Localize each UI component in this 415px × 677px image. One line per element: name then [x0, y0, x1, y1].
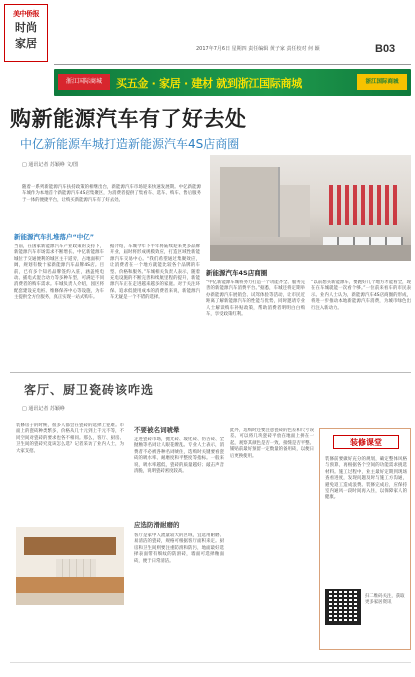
story2-byline: □ 通讯记者 苏颖峥	[22, 406, 65, 412]
page-number: B03	[375, 43, 396, 55]
issue-meta: 2017年7月6日 星期四 责任编辑 黄子家 责任校对 何 颖	[196, 46, 320, 52]
section-name-line2: 家居	[15, 37, 37, 50]
qr-note: 扫二维码关注，获取更多家居资讯	[365, 594, 405, 606]
story1-byline: □ 通讯记者 苏颖峥 文/图	[22, 162, 79, 168]
story1-column-3: “中亿新能源车城将努力打造一个功能齐全、服务完善的新能源汽车消费平台。”据悉，车城还将定期举办新能源汽车展销会、试驾体验等活动，让市民近距离了解新能源汽车的性能与优势，同时邀请专业人士解读购车补贴政策，帮助消费者明明白白购车，享受政策红利。	[206, 280, 305, 318]
story1-column-4: “以前想买新能源车，要跑好几个地方才能看全，现在在车城就能一次看个够。”一位前来看车的市民表示。业内人士认为，新能源汽车4S店商圈的形成，将进一步推动本地新能源汽车消费，为城市绿色出行注入新动力。	[311, 280, 411, 311]
story1-section-head: 新能源汽车扎堆落户“中亿”	[14, 233, 95, 241]
ad-banner[interactable]	[54, 69, 411, 96]
story1-subhead: 中亿新能源车城打造新能源汽车4S店商圈	[20, 137, 240, 151]
story2-section-head-2: 应选防滑耐磨的	[134, 521, 180, 529]
qr-code-icon[interactable]	[325, 589, 361, 625]
top-divider	[54, 64, 411, 65]
sidebar-title: 装修课堂	[333, 435, 399, 449]
story2-column-1: 装修房子的时候，很多人都会在瓷砖的选择上犯难。市面上的瓷砖种类繁多，价格从几十元到上千元不等，不同空间对瓷砖的要求也各不相同。那么，客厅、厨房、卫生间的瓷砖究竟该怎么选？记者采访了业内人士，为大家支招。	[16, 423, 124, 454]
photo-building	[220, 167, 280, 237]
photo-counter	[16, 577, 124, 593]
section-name-line1: 时尚	[15, 21, 37, 34]
photo-tiles	[56, 559, 96, 577]
story2-headline: 客厅、厨卫瓷砖该咋选	[24, 383, 155, 397]
section-divider	[10, 372, 411, 373]
photo-caption: 新能源汽车4S店商圈	[206, 269, 268, 277]
story1-column-2: 据介绍，车城今年下半年将陆续迎来更多品牌开业，届时将形成规模效应，打造区域性新能源汽车交易中心。“我们希望通过集聚效应，让消费者在一个地方就能比较各个品牌的车型、价格和服务。”车城相关负责人表示，随着充电设施的不断完善和续航里程的提升，新能源汽车正在走进越来越多的家庭。对于关注环保、追求低使用成本的消费者来说，新能源汽车无疑是一个不错的选择。	[110, 244, 200, 301]
story2-column-4: 此外，选购时还要注意瓷砖的色差和尺寸误差。可以将几块瓷砖平放在地面上拼在一起，观察其颜色是否一致、接缝是否平整。铺贴前最好预留一定数量的备用砖，以便日后更换使用。	[230, 428, 314, 459]
photo-cabinet	[24, 537, 116, 555]
story2-section-head-1: 不要被名词唬晕	[134, 426, 180, 434]
story2-column-2: 走进瓷砖市场，抛光砖、玻化砖、仿古砖、全抛釉等名词让人眼花缭乱。专业人士表示，消费者不必被各种名词唬住，选购时关键要看瓷砖的吸水率、耐磨度和平整度等指标。一般来说，吸水率越低，瓷砖的质量越好；敲击声音清脆，说明瓷砖密度较高。	[134, 437, 224, 475]
photo-floor	[16, 593, 124, 605]
dealership-photo	[210, 155, 411, 261]
story2-column-3: 客厅是家中人流量较大的区域，宜选用耐磨、易清洁的瓷砖，规格可根据客厅面积来定。厨房和卫生间则要注重防滑和防污，地面最好选择表面带有细纹的防滑砖，墙面可选择釉面砖，便于日常清洁。	[134, 533, 224, 564]
decoration-tips-box	[319, 428, 411, 650]
ad-brand-logo-right: 浙江国际商城	[357, 74, 407, 90]
sidebar-text: 装修前要做好充分的规划，确定整体风格与预算，再根据各个空间的功能需求挑选材料。施工过程中，业主最好定期到现场查看进度，发现问题及时与施工方沟通，避免返工造成浪费。装修完成后，应保持室内通风一段时间再入住，以保障家人的健康。	[325, 457, 407, 501]
story1-headline: 购新能源汽车有了好去处	[10, 107, 247, 131]
photo-ground	[210, 245, 411, 261]
story1-intro: 随着一系列新能源汽车扶持政策的相继出台，新能源汽车市场迎来快速发展期。中亿新能源车城作为本地首个新能源汽车4S店集聚区，为消费者提供了集看车、选车、购车、售后服务于一体的便捷平台，让购买新能源汽车有了好去处。	[22, 185, 201, 203]
kitchen-photo	[16, 527, 124, 605]
section-logo	[4, 4, 48, 62]
ad-slogan: 买五金 · 家居 · 建材 就到浙江国际商城	[116, 77, 302, 90]
paper-logo-text: 美中侨报	[13, 9, 39, 18]
bottom-divider	[10, 662, 411, 663]
ad-brand-logo-left: 浙江国际商城	[58, 74, 110, 90]
story1-column-1: 当前，在国家新能源汽车产业政策的支持下，新能源汽车市场需求不断增长。中亿新能源车城位于交通便利的城区主干道旁，占地面积广阔，规划有数十家新能源汽车品牌4S店。目前，已有多个知名品牌签约入驻，涵盖纯电动、插电式混合动力等多种车型，可满足不同消费者的购车需求。车城负责人介绍，园区将配套建设充电桩、维修保养中心等设施，为车主提供全方位服务，真正实现一站式购车。	[14, 244, 104, 301]
photo-building	[280, 185, 310, 237]
photo-flags	[329, 185, 399, 225]
